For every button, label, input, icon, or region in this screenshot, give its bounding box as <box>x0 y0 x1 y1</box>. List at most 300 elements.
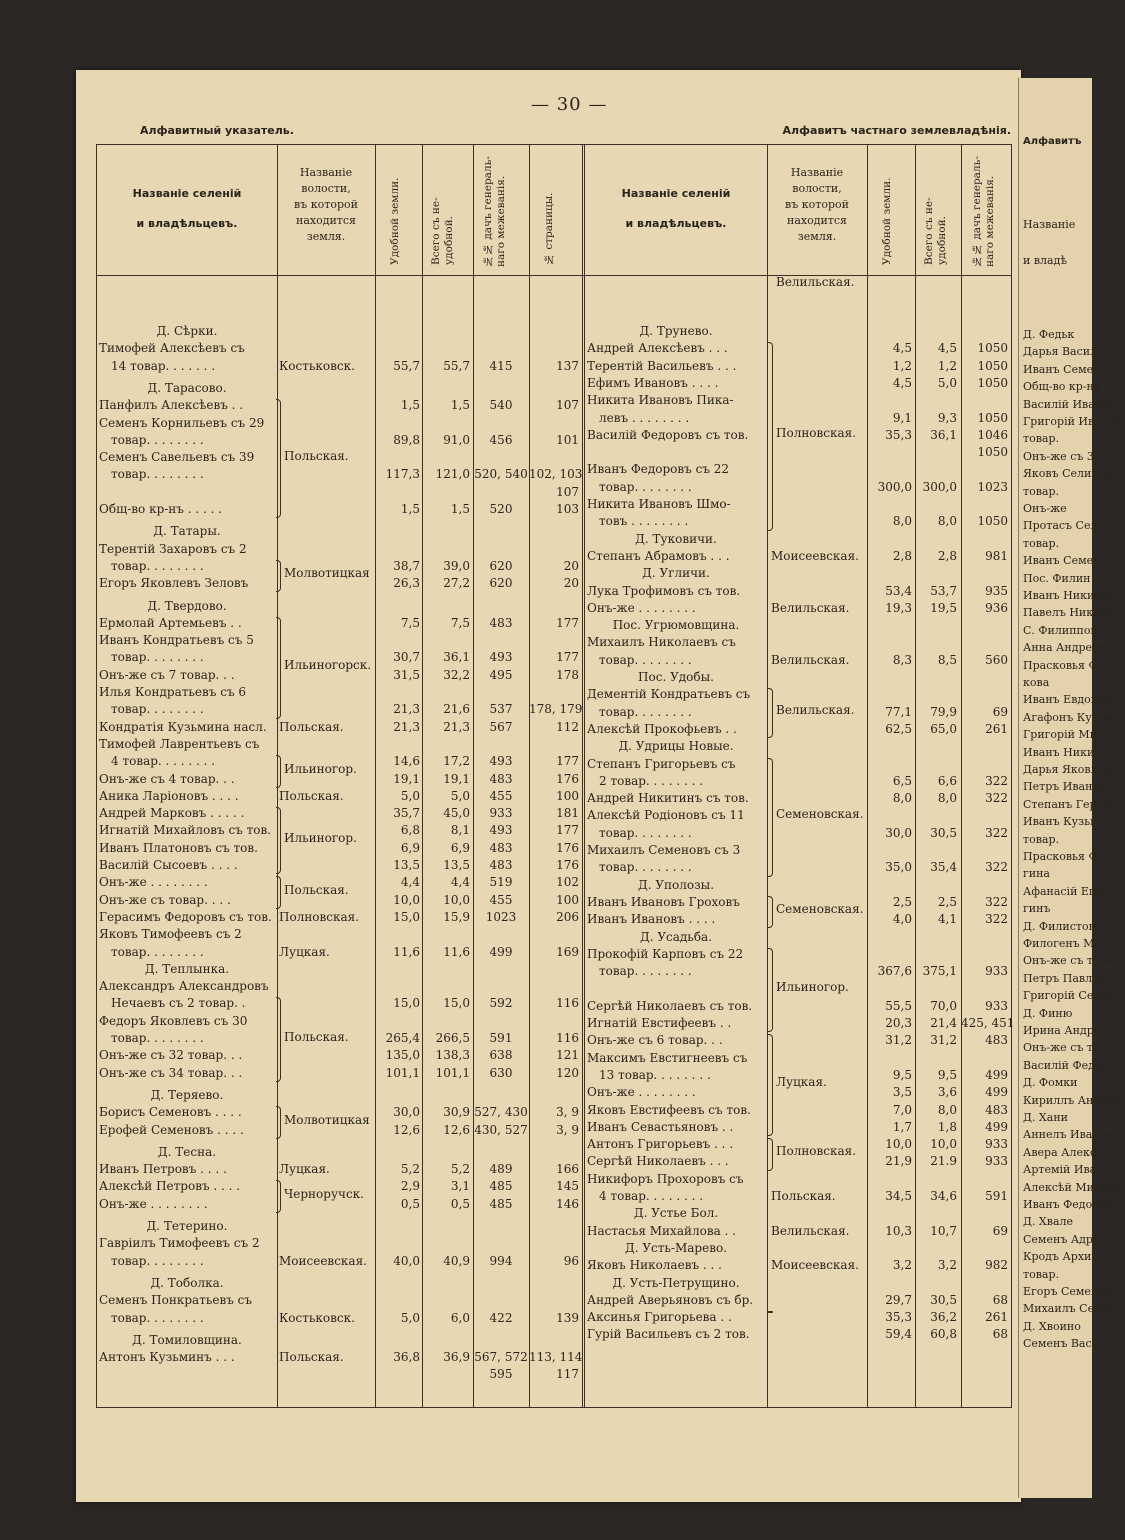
header-name-r1: Названіе селеній <box>621 187 731 200</box>
dacha-number: 322 <box>985 860 1008 875</box>
arable-value: 117,3 <box>385 467 420 482</box>
volost-name: Ильиногор. <box>284 761 357 776</box>
table-row <box>97 1084 1011 1101</box>
arable-value: 10,3 <box>885 1223 912 1238</box>
dacha-number: 425, 451 <box>961 1016 1015 1030</box>
next-page-fragment: Д. Фомки <box>1023 1076 1078 1090</box>
owner-name: товар. . . . . . . . <box>111 944 204 959</box>
table-row <box>97 427 1011 444</box>
volost-name: Велильская. <box>771 600 850 615</box>
header-total-right <box>923 157 949 265</box>
arable-value: 30,7 <box>393 650 420 665</box>
village-name: Д. Туковичи. <box>635 531 717 546</box>
owner-name: Егоръ Яковлевъ Зеловъ <box>99 576 249 591</box>
owner-name: Андрей Марковъ . . . . . <box>99 806 245 821</box>
owner-name: Панфилъ Алексѣевъ . . <box>99 398 244 413</box>
page-ref: 177 <box>556 823 579 838</box>
page-ref: 177 <box>556 615 579 630</box>
arable-value: 3,2 <box>892 1258 912 1273</box>
dacha-number: 483 <box>489 858 513 872</box>
next-page-fragment: Онъ-же съ 3 то <box>1023 449 1111 463</box>
village-name: Д. Тоболка. <box>150 1275 224 1290</box>
owner-name: Яковъ Николаевъ . . . <box>587 1258 722 1273</box>
next-page-fragment: Кириллъ Андрее <box>1023 1093 1121 1107</box>
owner-name: товар. . . . . . . . <box>599 860 692 875</box>
arable-value: 11,6 <box>393 944 420 959</box>
next-page-fragment: Артемій Иванов <box>1023 1163 1117 1177</box>
table-row <box>97 444 1011 461</box>
volost-name: Полновская. <box>279 909 360 924</box>
volost-bracket <box>768 1034 773 1136</box>
arable-value: 19,3 <box>885 600 912 615</box>
arable-value: 7,0 <box>892 1102 912 1117</box>
volost-name: Польская. <box>279 1350 344 1365</box>
dacha-number: 1050 <box>977 375 1008 390</box>
dacha-number: 493 <box>489 823 513 838</box>
table-row <box>97 392 1011 409</box>
total-value: 3,2 <box>937 1258 957 1273</box>
volost-name: Моисеевская. <box>279 1253 367 1268</box>
table-row <box>97 998 1011 1015</box>
village-name: Д. Сѣрки. <box>156 324 218 338</box>
table-row <box>97 1050 1011 1067</box>
table-row <box>97 1029 1011 1049</box>
header-volost-l4: находится <box>295 214 356 227</box>
next-page-fragment: Агафонъ Кузьми <box>1023 710 1120 724</box>
total-value: 31,2 <box>930 1033 957 1048</box>
dacha-number: 499 <box>985 1119 1008 1134</box>
total-value: 11,6 <box>443 944 470 959</box>
table-row <box>97 583 1011 600</box>
volost-bracket <box>768 1138 773 1171</box>
page-ref: 100 <box>556 788 579 803</box>
arable-value: 9,5 <box>892 1067 912 1082</box>
volost-name: Костьковск. <box>279 1310 355 1325</box>
arable-value: 2,9 <box>400 1179 420 1194</box>
owner-name: Онъ-же . . . . . . . . <box>587 1085 696 1100</box>
page-ref: 176 <box>556 858 579 872</box>
village-heading <box>97 1275 1011 1292</box>
dacha-number: 519 <box>489 875 513 890</box>
village-name: Д. Устье Бол. <box>633 1206 719 1221</box>
total-value: 21,4 <box>930 1016 957 1030</box>
volost-name: Польская. <box>284 1029 349 1044</box>
village-heading <box>97 1205 1011 1222</box>
dacha-number: 422 <box>489 1310 513 1325</box>
village-name: Д. Усть-Марево. <box>624 1240 728 1255</box>
dacha-number: 591 <box>489 1031 513 1045</box>
arable-value: 15,0 <box>393 996 420 1011</box>
dacha-number: 620 <box>489 576 513 591</box>
next-page-fragment: Онъ-же съ товар <box>1023 1041 1120 1055</box>
owner-name: товар. . . . . . . . <box>599 652 692 667</box>
owner-name: Иванъ Севастьяновъ . . <box>587 1119 734 1134</box>
volost-name: Польская. <box>279 788 344 803</box>
owner-name: Яковъ Тимофеевъ съ 2 <box>99 927 242 942</box>
arable-value: 21,3 <box>393 719 420 734</box>
page-ref: 166 <box>556 1162 579 1177</box>
volost-name: Молвотицкая <box>284 566 370 581</box>
owner-name: Игнатій Евстифеевъ . . <box>587 1016 732 1030</box>
total-value: 1,5 <box>450 502 470 516</box>
header-name-right <box>585 179 767 239</box>
next-page-fragment: Петръ Павловъ <box>1023 971 1112 985</box>
page-ref: 117 <box>556 1367 579 1382</box>
arable-value: 55,5 <box>885 998 912 1013</box>
header-dacha-r2: наго межеванія. <box>984 175 996 267</box>
table-row <box>97 773 1011 790</box>
header-arable-left: Удобной земли. <box>389 177 401 265</box>
volost-bracket <box>768 342 773 530</box>
table-row <box>97 980 1011 997</box>
total-value: 21,3 <box>443 719 470 734</box>
dacha-number: 537 <box>489 702 513 717</box>
next-page-fragment: Онъ-же <box>1023 502 1067 515</box>
owner-name: Иванъ Ивановъ Гроховъ <box>587 894 740 909</box>
table-row <box>97 410 1011 427</box>
total-value: 34,6 <box>930 1189 957 1203</box>
owner-name: Алексѣй Петровъ . . . . <box>99 1179 241 1194</box>
header-volost-l5: земля. <box>306 230 346 243</box>
total-value: 53,7 <box>930 583 957 598</box>
total-value: 300,0 <box>922 479 957 494</box>
owner-name: Семенъ Понкратьевъ съ <box>99 1293 253 1308</box>
owner-name: Сергѣй Николаевъ . . . <box>587 1154 729 1169</box>
page-ref: 20 <box>563 576 579 591</box>
table-row <box>97 807 1011 824</box>
next-page-fragment: Пос. Филин <box>1023 571 1091 585</box>
table-row <box>97 496 1011 513</box>
total-value: 36,1 <box>443 650 470 665</box>
total-value: 79,9 <box>930 704 957 719</box>
total-value: 70,0 <box>930 998 957 1013</box>
next-page-fragment: Протасъ Селиве <box>1023 519 1118 533</box>
owner-name: товар. . . . . . . . <box>111 1310 204 1325</box>
arable-value: 6,5 <box>892 773 912 788</box>
total-value: 45,0 <box>443 806 470 821</box>
owner-name: Семенъ Корнильевъ съ 29 <box>99 415 265 430</box>
village-name: Д. Угличи. <box>642 566 710 581</box>
total-value: 39,0 <box>443 558 470 573</box>
table-row <box>97 461 1011 478</box>
dacha-number: 936 <box>985 600 1008 615</box>
owner-name: Яковъ Евстифеевъ съ тов. <box>587 1102 751 1117</box>
page-ref: 121 <box>556 1048 579 1063</box>
arable-value: 20,3 <box>885 1016 912 1030</box>
owner-name: 14 товар. . . . . . . <box>111 358 216 373</box>
dacha-number: 933 <box>985 998 1008 1013</box>
total-value: 375,1 <box>922 964 957 979</box>
header-name-r2: и владѣльцевъ. <box>625 217 727 230</box>
page-ref: 20 <box>563 558 579 573</box>
arable-value: 7,5 <box>400 615 420 630</box>
next-page-fragment: Григорій Иванов <box>1023 415 1121 428</box>
total-value: 36,1 <box>930 427 957 442</box>
total-value: 2,5 <box>937 894 957 909</box>
table-row <box>97 721 1011 738</box>
next-page-fragment: товар. <box>1023 832 1059 846</box>
total-value: 19,1 <box>443 771 470 786</box>
volost-name: Польская. <box>284 448 349 463</box>
table-row <box>97 686 1011 703</box>
owner-name: Илья Кондратьевъ съ 6 <box>99 685 247 699</box>
arable-value: 31,2 <box>885 1033 912 1048</box>
total-value: 36,9 <box>443 1350 470 1365</box>
table-row <box>97 1067 1011 1084</box>
owner-name: Александръ Александровъ <box>99 979 269 994</box>
next-page-fragment: и владѣ <box>1023 254 1067 267</box>
dacha-number: 322 <box>985 773 1008 788</box>
village-name: Д. Теряево. <box>150 1087 224 1102</box>
dacha-number: 994 <box>489 1253 513 1268</box>
total-value: 8,0 <box>937 514 957 529</box>
dacha-number: 933 <box>985 1154 1008 1169</box>
owner-name: Онъ-же . . . . . . . . <box>99 875 208 890</box>
header-dacha-l1: №№ дачъ генераль- <box>482 156 494 267</box>
owner-name: Максимъ Евстигнеевъ съ <box>587 1050 748 1065</box>
next-page-fragment: гина <box>1023 867 1050 881</box>
owner-name: Кондратія Кузьмина насл. <box>99 719 267 734</box>
dacha-number: 933 <box>985 964 1008 979</box>
next-page-fragment: Павелъ Никифо <box>1023 606 1116 620</box>
dacha-number: 567, 572 <box>474 1350 528 1365</box>
owner-name: товар. . . . . . . . <box>599 825 692 840</box>
arable-value: 12,6 <box>393 1122 420 1137</box>
dacha-number: 483 <box>985 1102 1008 1117</box>
volost-name: Полновская. <box>776 1144 857 1159</box>
owner-name: Никифоръ Прохоровъ съ <box>587 1171 744 1186</box>
owner-name: Федоръ Яковлевъ съ 30 <box>99 1013 248 1028</box>
arable-value: 1,2 <box>892 358 912 373</box>
owner-name: Дементій Кондратьевъ съ <box>587 687 751 702</box>
next-page-fragment: Названіе <box>1023 218 1076 231</box>
page-ref: 107 <box>556 398 579 413</box>
total-value: 19,5 <box>930 600 957 615</box>
owner-name: 2 товар. . . . . . . . <box>599 773 704 788</box>
next-page-fragment: Иванъ Кузьмин <box>1023 815 1114 829</box>
header-page-left: № страницы. <box>543 192 555 265</box>
table-row <box>97 1119 1011 1136</box>
village-name: Д. Усть-Петрущино. <box>612 1275 740 1290</box>
page-ref: 146 <box>556 1196 579 1211</box>
volost-bracket <box>768 1311 773 1313</box>
total-value: 0,5 <box>450 1196 470 1211</box>
page-ref: 3, 9 <box>556 1105 579 1120</box>
table-row <box>97 704 1011 721</box>
owner-name: Михаилъ Николаевъ съ <box>587 635 736 650</box>
next-page-fragment: Прасковья Федо <box>1023 658 1118 672</box>
total-value: 30,5 <box>930 1292 957 1307</box>
page-ref: 177 <box>556 754 579 769</box>
page-ref: 177 <box>556 650 579 665</box>
dacha-number: 630 <box>489 1065 513 1080</box>
owner-name: Общ-во кр-нъ . . . . . <box>99 502 223 516</box>
dacha-number: 933 <box>489 806 513 821</box>
village-heading <box>97 1240 1011 1257</box>
next-page-fragment: Алексѣй Михайл <box>1023 1180 1122 1194</box>
next-page-fragment: Филогенъ Михи <box>1023 937 1116 950</box>
next-page-fragment: Авера Алексеев <box>1023 1145 1116 1159</box>
dacha-number: 638 <box>489 1048 513 1063</box>
total-value: 36,2 <box>930 1310 957 1325</box>
page-ref: 176 <box>556 840 579 855</box>
arable-value: 53,4 <box>885 583 912 598</box>
dacha-number: 1023 <box>485 909 517 924</box>
page-ref: 178 <box>556 667 579 682</box>
page-ref: 120 <box>556 1065 579 1080</box>
dacha-number: 1050 <box>977 410 1008 425</box>
arable-value: 1,7 <box>892 1119 912 1134</box>
total-value: 55,7 <box>443 358 470 373</box>
running-head-left: Алфавитный указатель. <box>140 124 294 137</box>
page-ref: 176 <box>556 771 579 786</box>
total-value: 6,6 <box>937 773 957 788</box>
page-ref: 178, 179 <box>529 702 583 717</box>
next-page-fragment: Кродъ Архипов <box>1023 1250 1112 1264</box>
page-ref: 102, 103 <box>529 467 583 482</box>
dacha-number: 483 <box>489 615 513 630</box>
table-row <box>97 963 1011 980</box>
table-row <box>97 1102 1011 1119</box>
header-volost-r2: волости, <box>792 182 842 195</box>
dacha-number: 495 <box>489 667 513 682</box>
next-page-fragment: Прасковья Федот <box>1023 850 1124 863</box>
header-volost-r4: находится <box>786 214 847 227</box>
owner-name: 13 товар. . . . . . . . <box>599 1067 711 1082</box>
next-page-fragment: Михаилъ Семено <box>1023 1302 1124 1316</box>
owner-name: 4 товар. . . . . . . . <box>111 754 216 769</box>
owner-name: Лука Трофимовъ съ тов. <box>587 583 741 598</box>
dacha-number: 520 <box>489 502 513 516</box>
village-name: Д. Уполозы. <box>637 877 715 892</box>
next-page-fragment: Иванъ Никифор <box>1023 589 1117 602</box>
arable-value: 21,3 <box>393 702 420 717</box>
dacha-number: 415 <box>489 358 513 373</box>
owner-name: товар. . . . . . . . <box>599 704 692 719</box>
total-value: 138,3 <box>435 1048 470 1063</box>
header-dacha-left <box>482 153 508 267</box>
total-value: 9,5 <box>937 1067 957 1082</box>
dacha-number: 261 <box>985 1310 1008 1325</box>
total-value: 101,1 <box>435 1065 470 1080</box>
arable-value: 4,4 <box>400 875 420 890</box>
table-row <box>97 634 1011 651</box>
owner-name: товар. . . . . . . . <box>111 558 204 573</box>
header-name-line2: и владѣльцевъ. <box>136 217 238 230</box>
owner-name: Гурій Васильевъ съ 2 тов. <box>587 1327 750 1342</box>
total-value: 2,8 <box>937 548 957 563</box>
next-page-fragment: Д. Хвале <box>1023 1215 1074 1229</box>
table-row <box>97 513 1011 530</box>
arable-value: 15,0 <box>393 909 420 924</box>
next-page-edge <box>1018 78 1125 1498</box>
volost-name: Костьковск. <box>279 358 355 373</box>
arable-value: 30,0 <box>393 1105 420 1120</box>
dacha-number: 485 <box>489 1179 513 1194</box>
owner-name: товар. . . . . . . . <box>111 650 204 665</box>
owner-name: товар. . . . . . . . <box>111 432 204 447</box>
table-row <box>97 358 1011 375</box>
arable-value: 35,7 <box>393 806 420 821</box>
table-row <box>97 894 1011 911</box>
next-page-fragment: Д. Финю <box>1023 1006 1073 1020</box>
total-value: 6,0 <box>450 1310 470 1325</box>
dacha-number: 69 <box>992 1223 1008 1238</box>
total-value: 30,5 <box>930 825 957 840</box>
next-page-fragment: Д. Филистов <box>1023 919 1095 933</box>
table-row <box>97 825 1011 842</box>
arable-value: 10,0 <box>885 1137 912 1152</box>
next-page-fragment: Иванъ Федоровъ <box>1023 1198 1120 1211</box>
table-row <box>97 1223 1011 1240</box>
total-value: 5,0 <box>450 788 470 803</box>
table-row <box>97 1015 1015 1032</box>
header-dacha-l2: наго межеванія. <box>495 175 507 267</box>
arable-value: 2,8 <box>892 548 912 563</box>
owner-name: Тимофей Алексѣевъ съ <box>99 341 245 356</box>
next-page-fragment: Д. Федьк <box>1023 328 1075 341</box>
total-value: 121,0 <box>435 467 470 482</box>
village-heading <box>97 531 1011 548</box>
arable-value: 4,5 <box>892 375 912 390</box>
next-page-fragment: Дарья Васильев <box>1023 345 1116 359</box>
village-name: Д. Тесна. <box>157 1144 217 1159</box>
next-page-fragment: товар. <box>1023 1267 1059 1281</box>
arable-value: 8,0 <box>892 791 912 806</box>
total-value: 60,8 <box>930 1327 957 1342</box>
village-name: Д. Усадьба. <box>639 929 713 944</box>
total-value: 8,0 <box>937 791 957 806</box>
owner-name: Онъ-же съ 32 товар. . . <box>99 1048 243 1063</box>
page-ref: 206 <box>556 909 579 924</box>
owner-name: Онъ-же . . . . . . . . <box>99 1196 208 1211</box>
owner-name: Онъ-же . . . . . . . . <box>587 600 696 615</box>
header-volost-r3: въ которой <box>785 198 849 211</box>
village-name: Пос. Угрюмовщина. <box>612 618 740 633</box>
dacha-number: 485 <box>489 1196 513 1211</box>
owner-name: Тимофей Лаврентьевъ съ <box>99 736 260 751</box>
next-page-fragment: Иванъ Семенов <box>1023 554 1114 568</box>
owner-name: Онъ-же съ 4 товар. . . <box>99 771 235 786</box>
header-volost-r1: Названіе <box>790 166 844 179</box>
index-table <box>96 144 1015 1408</box>
next-page-fragment: Яковъ Селиверс <box>1023 467 1118 481</box>
total-value: 7,5 <box>450 615 470 630</box>
page-ref: 139 <box>556 1310 579 1325</box>
next-page-fragment: Семенъ Васильев <box>1023 1337 1125 1351</box>
total-value: 4,5 <box>937 341 957 356</box>
total-value: 10,0 <box>930 1137 957 1152</box>
total-value: 91,0 <box>443 432 470 447</box>
arable-value: 265,4 <box>385 1031 420 1045</box>
volost-name: Моисеевская. <box>771 1258 859 1273</box>
arable-value: 35,3 <box>885 1310 912 1325</box>
owner-name: левъ . . . . . . . . <box>599 410 690 425</box>
village-name: Д. Тарасово. <box>147 380 227 395</box>
arable-value: 35,3 <box>885 427 912 442</box>
total-value: 13,5 <box>443 858 470 872</box>
volost-name: Семеновская. <box>776 902 864 917</box>
owner-name: Никита Ивановъ Пика- <box>587 393 734 408</box>
page-ref: 102 <box>556 875 579 890</box>
arable-value: 21,9 <box>885 1154 912 1169</box>
right-entries <box>97 275 1015 1407</box>
owner-name: Прокофій Карповъ съ 22 <box>587 946 744 961</box>
arable-value: 0,5 <box>400 1196 420 1211</box>
owner-name: Аксинья Григорьева . . <box>587 1310 732 1325</box>
arable-value: 26,3 <box>393 576 420 591</box>
volost-name: Ильиногор. <box>284 830 357 845</box>
